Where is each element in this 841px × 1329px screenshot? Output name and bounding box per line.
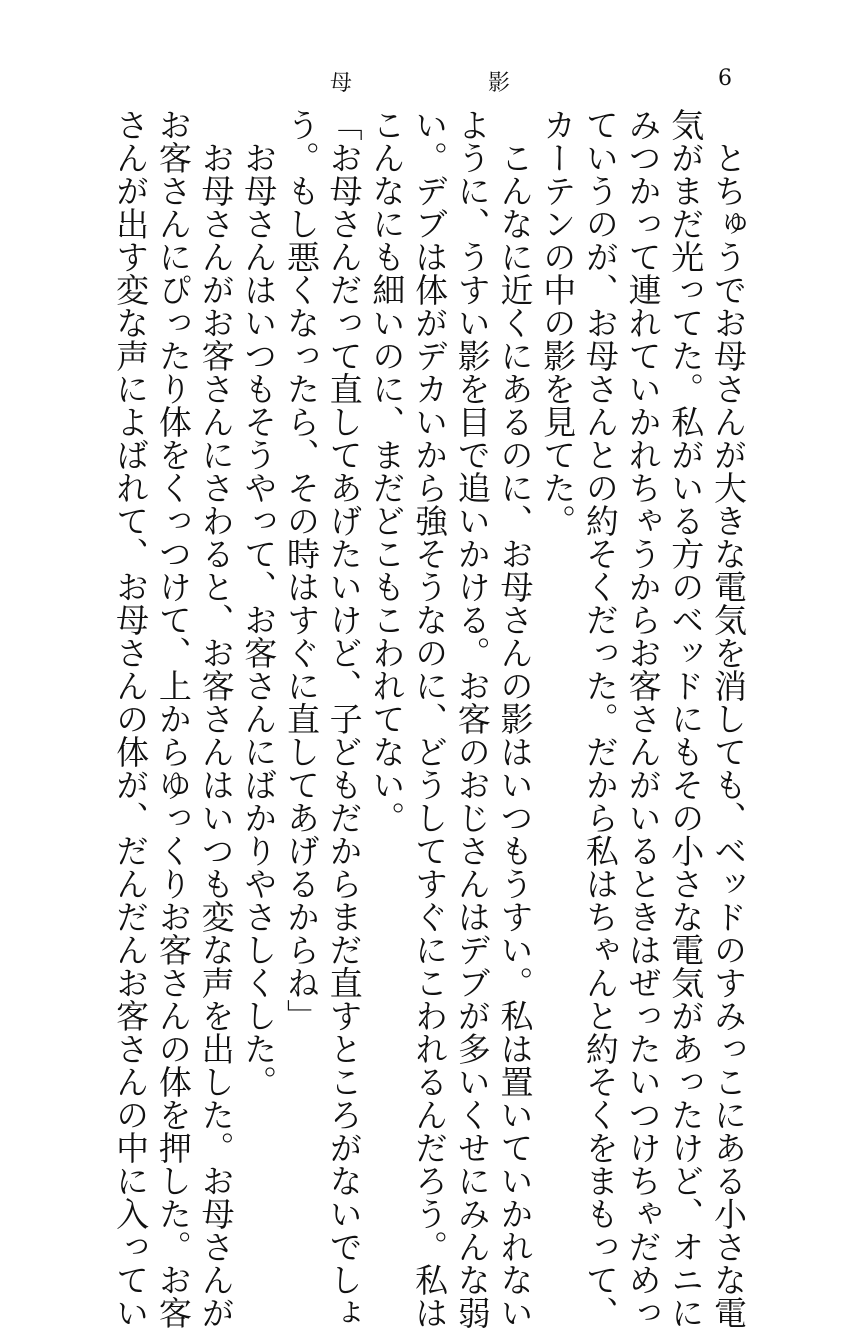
running-title-char: 母 (330, 71, 353, 96)
text-line: ように、うすい影を目で追いかける。お客のおじさんはデブが多いくせにみんな弱 (452, 108, 492, 1329)
page-number: 6 (718, 66, 732, 91)
text-line: カーテンの中の影を見てた。 (538, 108, 578, 537)
text-line: う。もし悪くなったら、その時はすぐに直してあげるからね」 (281, 108, 321, 1032)
text-line: い。デブは体がデカいから強そうなのに、どうしてすぐにこわれるんだろう。私は (410, 108, 450, 1329)
running-title-char: 影 (487, 71, 510, 96)
text-line: お客さんにぴったり体をくっつけて、上からゆっくりお客さんの体を押した。お客 (153, 108, 193, 1329)
text-line: 「お母さんだって直してあげたいけど、子どもだからまだ直すところがないでしょ (324, 108, 364, 1329)
text-line: お母さんはいつもそうやって、お客さんにばかりやさしくした。 (239, 108, 279, 1098)
text-line: こんなに近くにあるのに、お母さんの影はいつもうすい。私は置いていかれない (495, 108, 535, 1329)
text-line: とちゅうでお母さんが大きな電気を消しても、ベッドのすみっこにある小さな電 (709, 108, 748, 1329)
text-line: みつかって連れていかれちゃうからお客さんがいるときはぜったいつけちゃだめっ (623, 108, 663, 1329)
text-line: 気がまだ光ってた。私がいる方のベッドにもその小さな電気があったけど、オニに (666, 108, 706, 1329)
text-line: こんなにも細いのに、まだどこもこわれてない。 (367, 108, 407, 834)
text-line: ていうのが、お母さんとの約そくだった。だから私はちゃんと約そくをまもって、 (580, 108, 620, 1329)
text-line: お母さんがお客さんにさわると、お客さんはいつも変な声を出した。お母さんが (196, 108, 236, 1329)
running-title (330, 66, 510, 97)
text-line: さんが出す変な声によばれて、お母さんの体が、だんだんお客さんの中に入ってい (111, 108, 151, 1329)
body-text (108, 108, 749, 1329)
